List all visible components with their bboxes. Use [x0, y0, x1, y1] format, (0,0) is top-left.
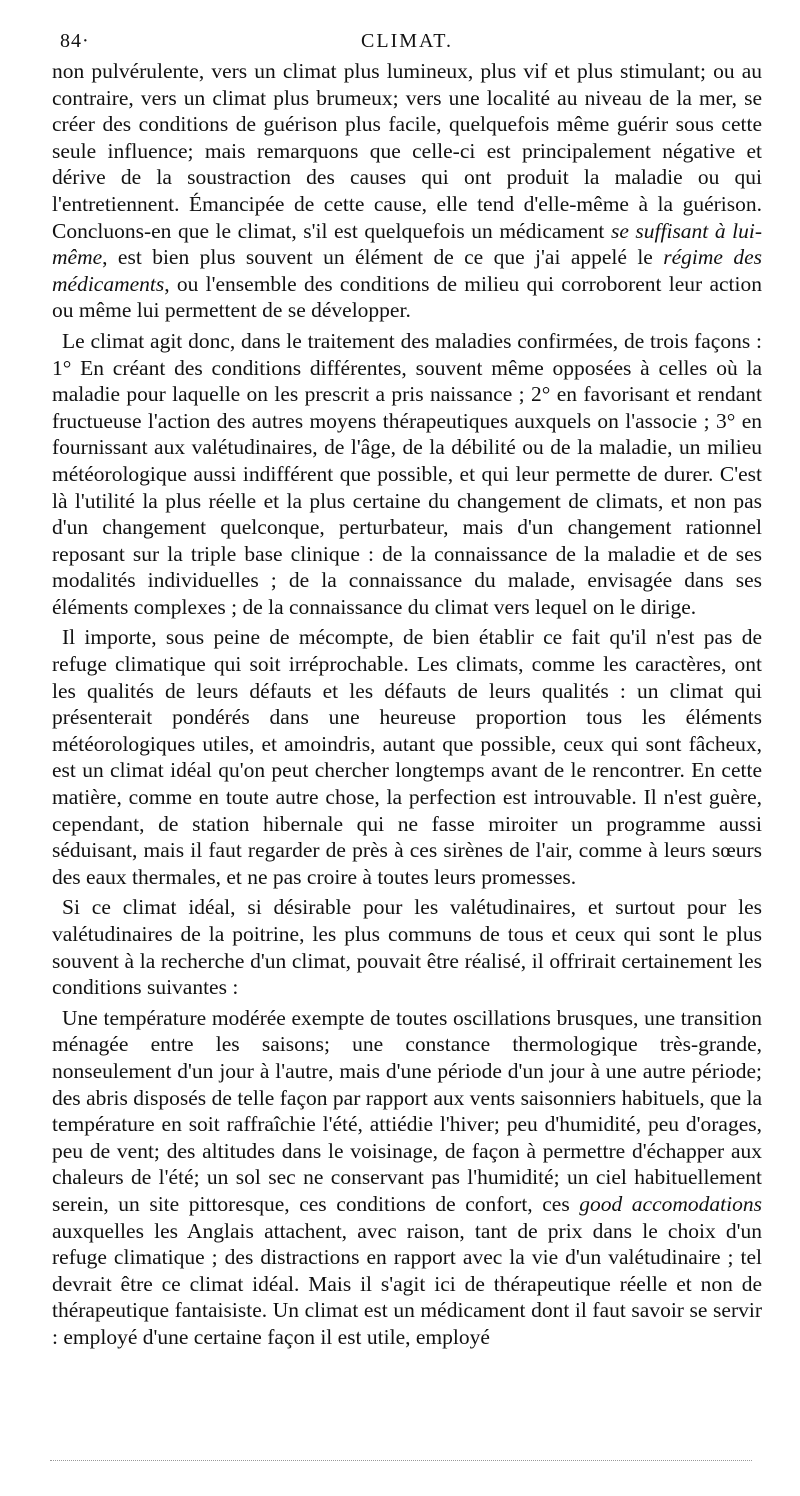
italic-phrase: se suffisant à lui-même: [52, 218, 762, 270]
paragraph-conditions: [52, 1005, 762, 1351]
italic-phrase: good accomodations: [579, 1191, 762, 1216]
paragraph-ideal-climate: [52, 894, 762, 1000]
footer-rule: [50, 1460, 752, 1461]
text-run: Une température modérée exempte de toutes oscillations brusques, une transition ménagée entre les saisons; une constance thermologique très-grande, nonseulement d'un jour à l'autre, mais d'une période d'un jour à une autre période; des abris disposés de telle façon par rapport aux vents saisonniers habituels, que la température en soit raffraîchie l'été, attiédie l'hiver; peu d'humidité, peu d'orages, peu de vent; des altitudes dans le voisinage, de façon à permettre d'échapper aux chaleurs de l'été; un sol sec ne conservant pas l'humidité; un ciel habituellement serein, un site pittoresque, ces conditions de confort, ces: [52, 1005, 762, 1216]
text-run: , est bien plus souvent un élément de ce que j'ai appelé le: [102, 245, 664, 270]
page-header: [52, 24, 762, 58]
text-run: Si ce climat idéal, si désirable pour les valétudinaires, et surtout pour les valétudinaires de la poitrine, les plus communs de tous et ceux qui sont le plus souvent à la recherche d'un climat, pouvait être réalisé, il offrirait certainement les conditions suivantes :: [52, 895, 762, 1000]
paragraph-climate-action: [52, 328, 762, 621]
text-run: Le climat agit donc, dans le traitement des maladies confirmées, de trois façons : 1° En créant des conditions différentes, souvent même opposées à celles où la maladie pour laquelle on les prescrit a pris naissance ; 2° en favorisant et rendant fructueuse l'action des autres moyens thérapeutiques auxquels on l'associe ; 3° en fournissant aux valétudinaires, de l'âge, de la débilité ou de la maladie, un milieu météorologique aussi indifférent que possible, et qui leur permette de durer. C'est là l'utilité la plus réelle et la plus certaine du changement de climats, et non pas d'un changement quelconque, perturbateur, mais d'un changement rationnel reposant sur la triple base clinique : de la connaissance de la maladie et de ses modalités individuelles ; de la connaissance du malade, envisagée dans ses éléments complexes ; de la connaissance du climat vers lequel on le dirige.: [52, 328, 762, 619]
body-text: [52, 58, 762, 1351]
paragraph-continuation: [52, 58, 762, 324]
text-run: Il importe, sous peine de mécompte, de bien établir ce fait qu'il n'est pas de refuge climatique qui soit irréprochable. Les climats, comme les caractères, ont les qualités de leurs défauts et les défauts de leurs qualités : un climat qui présenterait pondérés dans une heureuse proportion tous les éléments météorologiques utiles, et amoindris, autant que possible, ceux qui sont fâcheux, est un climat idéal qu'on peut chercher longtemps avant de le rencontrer. En cette matière, comme en toute autre chose, la perfection est introuvable. Il n'est guère, cependant, de station hibernale qui ne fasse miroiter un programme aussi séduisant, mais il faut regarder de près à ces sirènes de l'air, comme à leurs sœurs des eaux thermales, et ne pas croire à toutes leurs promesses.: [52, 625, 762, 889]
page-number: 84·: [60, 30, 90, 52]
text-run: non pulvérulente, vers un climat plus lumineux, plus vif et plus stimulant; ou au contraire, vers un climat plus brumeux; vers une localité au niveau de la mer, se créer des conditions de guérison plus facile, quelquefois même guérir sous cette seule influence; mais remarquons que celle-ci est principalement négative et dérive de la soustraction des causes qui ont produit la maladie ou qui l'entretiennent. Émancipée de cette cause, elle tend d'elle-même à la guérison. Concluons-en que le climat, s'il est quelquefois un médicament: [52, 59, 762, 243]
text-run: , ou l'ensemble des conditions de milieu qui corroborent leur action ou même lui permettent de se développer.: [52, 271, 762, 323]
paragraph-no-perfect-refuge: [52, 624, 762, 890]
italic-phrase: régime des médicaments: [52, 245, 762, 296]
running-title: CLIMAT.: [361, 30, 453, 52]
text-run: auxquelles les Anglais attachent, avec raison, tant de prix dans le choix d'un refuge climatique ; des distractions en rapport avec la vie d'un valétudinaire ; tel devrait être ce climat idéal. Mais il s'agit ici de thérapeutique réelle et non de thérapeutique fantaisiste. Un climat est un médicament dont il faut savoir se servir : employé d'une certaine façon il est utile, employé: [52, 1218, 762, 1349]
